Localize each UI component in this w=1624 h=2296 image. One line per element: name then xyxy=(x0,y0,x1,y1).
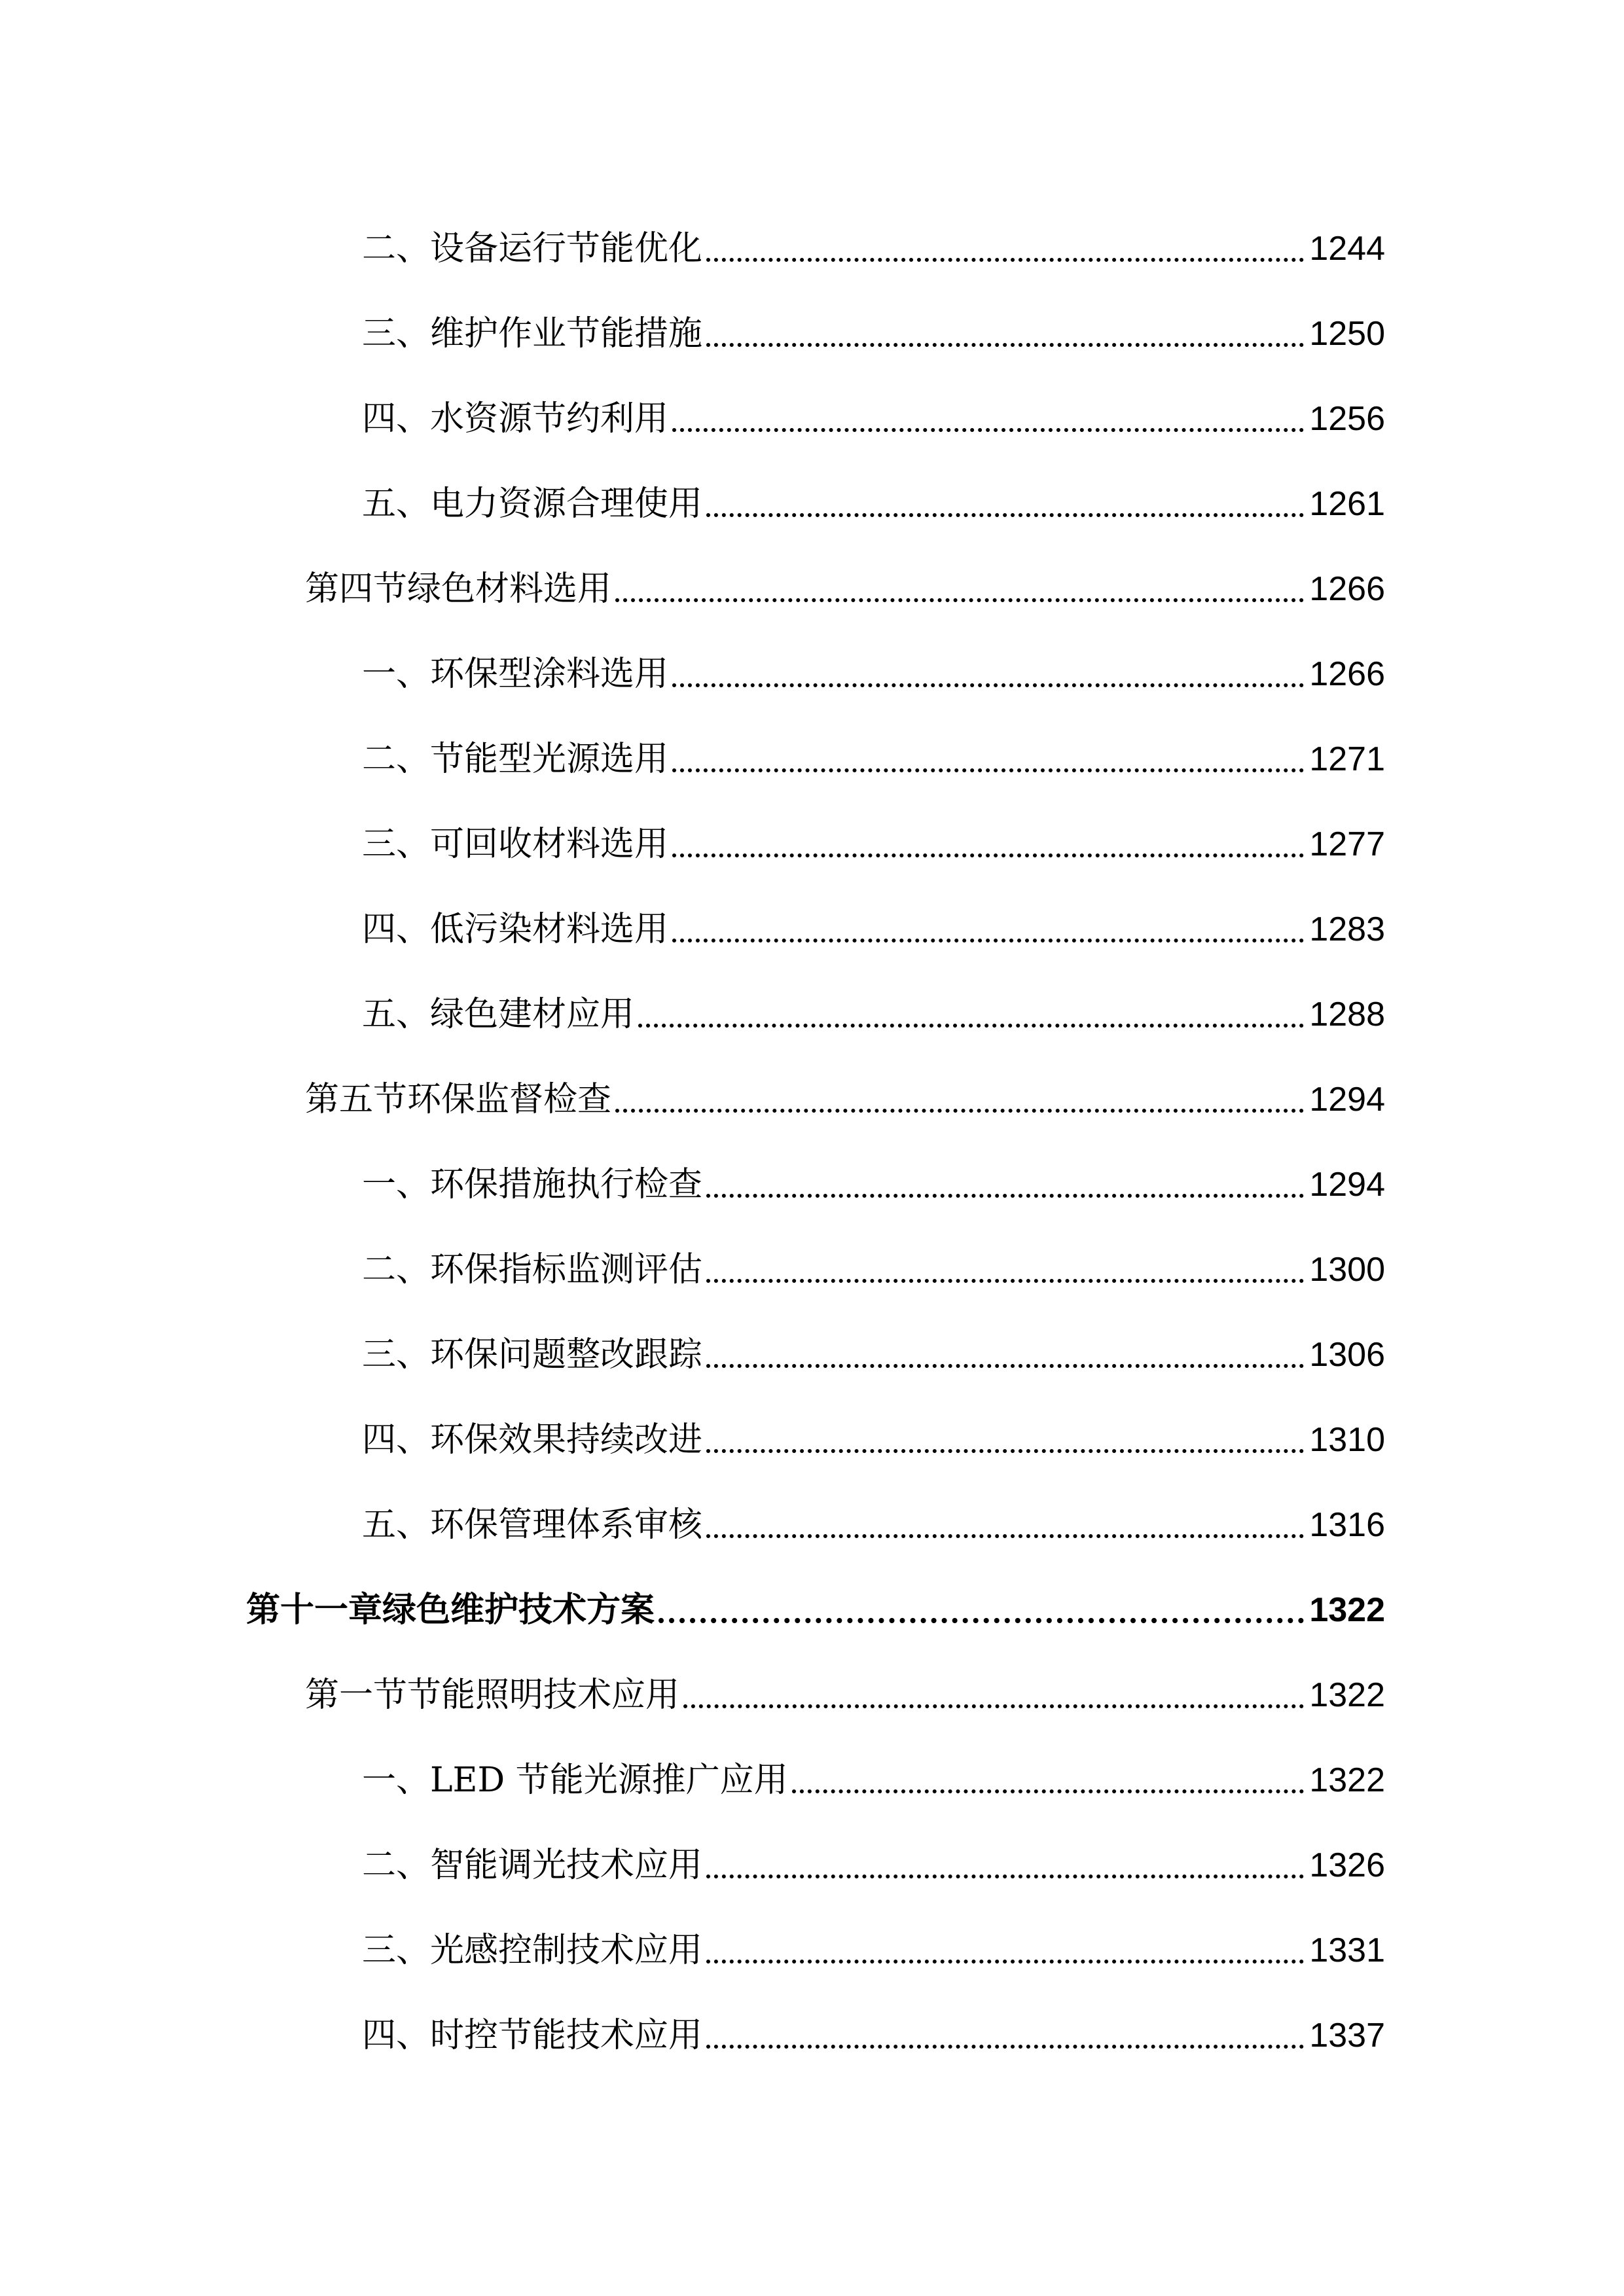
toc-entry-title: 第十一章绿色维护技术方案 xyxy=(246,1590,655,1630)
toc-entry-page: 1294 xyxy=(1309,1081,1385,1119)
toc-entry-page: 1316 xyxy=(1309,1506,1385,1544)
toc-dot-leader xyxy=(706,2045,1304,2049)
toc-entry-title: 二、环保指标监测评估 xyxy=(362,1250,703,1289)
toc-dot-leader xyxy=(683,1704,1304,1708)
toc-entry[interactable] xyxy=(362,1826,1385,1885)
toc-entry[interactable] xyxy=(362,1316,1385,1374)
toc-entry-title: 一、LED 节能光源推广应用 xyxy=(362,1761,788,1800)
toc-entry[interactable] xyxy=(362,890,1385,949)
toc-entry-page: 1277 xyxy=(1309,825,1385,863)
toc-dot-leader xyxy=(706,1449,1304,1453)
toc-entry-title: 四、低污染材料选用 xyxy=(362,910,669,949)
toc-entry-page: 1244 xyxy=(1309,230,1385,268)
toc-dot-leader xyxy=(706,1364,1304,1368)
toc-entry-page: 1322 xyxy=(1309,1591,1385,1629)
toc-entry[interactable] xyxy=(362,635,1385,694)
toc-entry-title: 三、维护作业节能措施 xyxy=(362,314,703,353)
toc-entry-page: 1337 xyxy=(1309,2017,1385,2054)
toc-entry[interactable] xyxy=(362,720,1385,779)
toc-dot-leader xyxy=(615,598,1304,602)
toc-chapter-entry[interactable] xyxy=(246,1571,1385,1630)
toc-section-entry[interactable] xyxy=(305,1656,1385,1715)
toc-dot-leader xyxy=(672,683,1304,687)
toc-entry[interactable] xyxy=(362,1741,1385,1800)
toc-entry-title: 五、环保管理体系审核 xyxy=(362,1505,703,1545)
toc-dot-leader xyxy=(706,1960,1304,1964)
toc-dot-leader xyxy=(706,1194,1304,1198)
toc-entry-page: 1322 xyxy=(1309,1676,1385,1714)
toc-entry[interactable] xyxy=(362,1996,1385,2055)
toc-entry[interactable] xyxy=(362,465,1385,524)
toc-entry-title: 第一节节能照明技术应用 xyxy=(305,1676,680,1715)
toc-entry-title: 三、可回收材料选用 xyxy=(362,825,669,864)
toc-entry-title: 一、环保措施执行检查 xyxy=(362,1165,703,1204)
toc-dot-leader xyxy=(672,939,1304,942)
toc-entry-page: 1306 xyxy=(1309,1336,1385,1374)
toc-section-entry[interactable] xyxy=(305,1060,1385,1119)
toc-dot-leader xyxy=(638,1024,1304,1028)
toc-entry-page: 1256 xyxy=(1309,400,1385,438)
toc-entry-page: 1322 xyxy=(1309,1761,1385,1799)
toc-entry-title: 第五节环保监督检查 xyxy=(305,1080,612,1119)
toc-entry-title: 五、绿色建材应用 xyxy=(362,995,635,1034)
toc-dot-leader xyxy=(706,258,1304,262)
toc-entry-page: 1331 xyxy=(1309,1931,1385,1969)
toc-entry-title: 四、环保效果持续改进 xyxy=(362,1420,703,1460)
toc-entry-title: 四、水资源节约利用 xyxy=(362,399,669,439)
toc-entry-title: 二、设备运行节能优化 xyxy=(362,229,703,268)
toc-entry-page: 1266 xyxy=(1309,655,1385,693)
toc-entry[interactable] xyxy=(362,1486,1385,1545)
toc-dot-leader xyxy=(706,513,1304,517)
toc-entry[interactable] xyxy=(362,1230,1385,1289)
toc-dot-leader xyxy=(672,768,1304,772)
toc-dot-leader xyxy=(615,1109,1304,1113)
toc-entry-title: 第四节绿色材料选用 xyxy=(305,569,612,609)
toc-entry[interactable] xyxy=(362,805,1385,864)
toc-entry-page: 1310 xyxy=(1309,1421,1385,1459)
toc-entry[interactable] xyxy=(362,1911,1385,1970)
toc-entry-page: 1288 xyxy=(1309,996,1385,1033)
toc-entry[interactable] xyxy=(362,1401,1385,1460)
toc-entry-page: 1261 xyxy=(1309,485,1385,523)
toc-entry-title: 三、光感控制技术应用 xyxy=(362,1931,703,1970)
toc-entry-page: 1283 xyxy=(1309,910,1385,948)
toc-dot-leader xyxy=(706,1534,1304,1538)
toc-entry-title: 三、环保问题整改跟踪 xyxy=(362,1335,703,1374)
toc-section-entry[interactable] xyxy=(305,550,1385,609)
toc-dot-leader xyxy=(706,1279,1304,1283)
toc-entry-page: 1294 xyxy=(1309,1166,1385,1204)
toc-entry[interactable] xyxy=(362,1145,1385,1204)
toc-entry[interactable] xyxy=(362,380,1385,439)
toc-entry[interactable] xyxy=(362,975,1385,1034)
toc-dot-leader xyxy=(706,1874,1304,1878)
toc-entry-page: 1271 xyxy=(1309,740,1385,778)
toc-entry-title: 一、环保型涂料选用 xyxy=(362,655,669,694)
toc-entry-page: 1250 xyxy=(1309,315,1385,353)
toc-entry-title: 二、节能型光源选用 xyxy=(362,740,669,779)
toc-dot-leader xyxy=(792,1789,1305,1793)
toc-entry[interactable] xyxy=(362,209,1385,268)
toc-dot-leader xyxy=(659,1618,1304,1623)
toc-dot-leader xyxy=(672,853,1304,857)
toc-entry-page: 1300 xyxy=(1309,1251,1385,1289)
toc-entry-title: 四、时控节能技术应用 xyxy=(362,2016,703,2055)
toc-entry-page: 1266 xyxy=(1309,570,1385,608)
toc-entry[interactable] xyxy=(362,295,1385,353)
toc-dot-leader xyxy=(706,343,1304,347)
toc-dot-leader xyxy=(672,428,1304,432)
toc-entry-page: 1326 xyxy=(1309,1846,1385,1884)
toc-entry-title: 二、智能调光技术应用 xyxy=(362,1846,703,1885)
toc-entry-title: 五、电力资源合理使用 xyxy=(362,484,703,524)
